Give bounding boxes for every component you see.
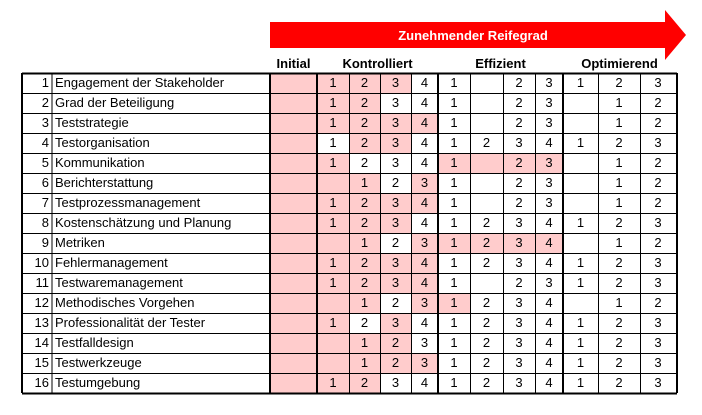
optimierend-level [563, 193, 598, 213]
effizient-level: 3 [545, 75, 553, 90]
kontrolliert-level: 3 [380, 113, 411, 133]
kontrolliert-level: 4 [420, 75, 429, 90]
kontrolliert-level: 2 [349, 253, 380, 273]
effizient-level: 3 [515, 335, 523, 350]
row-label: Testorganisation [55, 135, 150, 150]
effizient-level: 1 [438, 233, 470, 253]
optimierend-level: 3 [654, 215, 662, 230]
effizient-level [470, 113, 503, 133]
optimierend-level: 1 [615, 155, 623, 170]
header-effizient: Effizient [475, 56, 526, 71]
kontrolliert-level: 2 [349, 93, 380, 113]
optimierend-level: 1 [576, 315, 585, 330]
optimierend-level: 2 [654, 115, 662, 130]
effizient-level: 3 [545, 95, 553, 110]
optimierend-level: 2 [615, 335, 623, 350]
effizient-level: 3 [515, 315, 523, 330]
effizient-level: 1 [438, 153, 470, 173]
effizient-level: 1 [450, 95, 458, 110]
optimierend-level: 2 [615, 375, 623, 390]
kontrolliert-level [317, 173, 349, 193]
optimierend-level: 1 [576, 275, 585, 290]
kontrolliert-level: 2 [391, 175, 400, 190]
kontrolliert-level: 3 [380, 253, 411, 273]
optimierend-level: 3 [654, 315, 662, 330]
kontrolliert-level: 1 [317, 73, 349, 93]
kontrolliert-level: 1 [349, 353, 380, 373]
kontrolliert-level: 2 [360, 155, 369, 170]
kontrolliert-level: 1 [349, 333, 380, 353]
row-number: 12 [34, 295, 49, 310]
kontrolliert-level: 1 [317, 93, 349, 113]
kontrolliert-level: 1 [317, 213, 349, 233]
row-number: 10 [34, 255, 49, 270]
kontrolliert-level: 3 [380, 193, 411, 213]
optimierend-level: 1 [576, 255, 585, 270]
kontrolliert-level: 2 [360, 315, 369, 330]
effizient-level: 2 [515, 175, 523, 190]
effizient-level: 1 [450, 175, 458, 190]
effizient-level: 2 [482, 135, 491, 150]
kontrolliert-level: 2 [380, 353, 411, 373]
effizient-level: 4 [545, 355, 553, 370]
kontrolliert-level: 3 [420, 335, 429, 350]
row-number: 8 [41, 215, 49, 230]
kontrolliert-level: 4 [420, 155, 429, 170]
row-label: Berichterstattung [55, 175, 154, 190]
effizient-level: 4 [545, 335, 553, 350]
kontrolliert-level: 3 [380, 73, 411, 93]
kontrolliert-level: 1 [317, 273, 349, 293]
optimierend-level: 1 [615, 195, 623, 210]
effizient-level: 2 [482, 335, 491, 350]
effizient-level: 4 [535, 233, 563, 253]
effizient-level: 2 [515, 95, 523, 110]
kontrolliert-level: 3 [391, 95, 400, 110]
effizient-level: 4 [545, 375, 553, 390]
row-label: Testprozessmanagement [55, 195, 201, 210]
optimierend-level [563, 233, 598, 253]
effizient-level: 2 [515, 195, 523, 210]
effizient-level: 3 [515, 255, 523, 270]
kontrolliert-level: 1 [349, 173, 380, 193]
kontrolliert-level: 1 [317, 253, 349, 273]
kontrolliert-level: 1 [329, 135, 337, 150]
optimierend-level: 3 [654, 335, 662, 350]
optimierend-level: 2 [615, 255, 623, 270]
effizient-level [470, 93, 503, 113]
initial-column [270, 73, 317, 393]
row-number: 3 [41, 115, 49, 130]
effizient-level: 3 [545, 175, 553, 190]
row-number: 5 [41, 155, 49, 170]
effizient-level: 4 [545, 315, 553, 330]
kontrolliert-level: 2 [391, 235, 400, 250]
effizient-level: 1 [450, 135, 458, 150]
optimierend-level: 1 [576, 375, 585, 390]
row-number: 9 [41, 235, 49, 250]
effizient-level: 1 [450, 115, 458, 130]
kontrolliert-level: 3 [380, 313, 411, 333]
kontrolliert-level: 2 [349, 193, 380, 213]
kontrolliert-level: 2 [391, 295, 400, 310]
optimierend-level: 3 [654, 355, 662, 370]
maturity-arrow-label: Zunehmender Reifegrad [398, 28, 548, 43]
kontrolliert-level: 1 [349, 293, 380, 313]
effizient-level [470, 73, 503, 93]
effizient-level: 4 [545, 135, 553, 150]
effizient-level: 1 [450, 75, 458, 90]
header-optimierend: Optimierend [581, 56, 658, 71]
kontrolliert-level: 3 [411, 233, 438, 253]
row-label: Teststrategie [55, 115, 129, 130]
effizient-level: 2 [482, 375, 491, 390]
effizient-level [470, 273, 503, 293]
optimierend-level: 1 [615, 295, 623, 310]
optimierend-level [563, 293, 598, 313]
optimierend-level: 1 [576, 355, 585, 370]
effizient-level: 2 [482, 315, 491, 330]
kontrolliert-level: 4 [420, 375, 429, 390]
kontrolliert-level: 3 [380, 273, 411, 293]
row-label: Engagement der Stakeholder [55, 75, 225, 90]
optimierend-level: 1 [615, 235, 623, 250]
effizient-level: 3 [545, 275, 553, 290]
optimierend-level: 1 [615, 95, 623, 110]
optimierend-level: 1 [576, 335, 585, 350]
row-number: 4 [41, 135, 49, 150]
optimierend-level: 2 [615, 215, 623, 230]
kontrolliert-level: 4 [411, 113, 438, 133]
kontrolliert-level: 4 [411, 253, 438, 273]
effizient-level: 2 [470, 233, 503, 253]
kontrolliert-level: 4 [411, 273, 438, 293]
row-number: 7 [41, 195, 49, 210]
effizient-level: 3 [515, 355, 523, 370]
kontrolliert-level: 4 [420, 135, 429, 150]
optimierend-level: 1 [615, 115, 623, 130]
kontrolliert-level [317, 353, 349, 373]
effizient-level: 1 [450, 255, 458, 270]
kontrolliert-level: 1 [317, 113, 349, 133]
optimierend-level: 2 [615, 75, 623, 90]
row-number: 14 [34, 335, 49, 350]
row-label: Metriken [55, 235, 105, 250]
optimierend-level: 2 [615, 135, 623, 150]
kontrolliert-level [317, 293, 349, 313]
optimierend-level: 2 [654, 195, 662, 210]
optimierend-level [563, 153, 598, 173]
effizient-level: 1 [450, 375, 458, 390]
kontrolliert-level: 4 [420, 95, 429, 110]
header-initial: Initial [276, 56, 311, 71]
row-label: Testumgebung [55, 375, 141, 390]
kontrolliert-level: 1 [317, 193, 349, 213]
effizient-level: 2 [515, 275, 523, 290]
effizient-level: 4 [545, 215, 553, 230]
effizient-level: 2 [482, 295, 491, 310]
effizient-level: 1 [450, 355, 458, 370]
kontrolliert-level: 4 [420, 215, 429, 230]
effizient-level [470, 193, 503, 213]
kontrolliert-level: 3 [391, 375, 400, 390]
effizient-level: 1 [450, 195, 458, 210]
kontrolliert-level: 3 [411, 293, 438, 313]
kontrolliert-level: 3 [411, 173, 438, 193]
kontrolliert-level: 3 [380, 213, 411, 233]
optimierend-level [563, 93, 598, 113]
optimierend-level: 3 [654, 275, 662, 290]
row-label: Testwerkzeuge [55, 355, 142, 370]
optimierend-level: 1 [576, 215, 585, 230]
row-number: 15 [34, 355, 49, 370]
row-label: Fehlermanagement [55, 255, 168, 270]
effizient-level: 3 [515, 295, 523, 310]
optimierend-level: 2 [615, 275, 623, 290]
row-label: Grad der Beteiligung [55, 95, 175, 110]
kontrolliert-level: 2 [380, 333, 411, 353]
row-label: Methodisches Vorgehen [55, 295, 195, 310]
row-label: Professionalität der Tester [55, 315, 206, 330]
kontrolliert-level [317, 333, 349, 353]
kontrolliert-level: 1 [349, 233, 380, 253]
optimierend-level: 2 [615, 315, 623, 330]
effizient-level: 2 [482, 355, 491, 370]
optimierend-level: 3 [654, 135, 662, 150]
optimierend-level [563, 173, 598, 193]
effizient-level: 1 [450, 275, 458, 290]
optimierend-level: 2 [654, 95, 662, 110]
kontrolliert-level: 3 [391, 155, 400, 170]
effizient-level: 3 [535, 153, 563, 173]
kontrolliert-level: 1 [317, 313, 349, 333]
kontrolliert-level: 2 [349, 73, 380, 93]
effizient-level [470, 173, 503, 193]
row-number: 11 [35, 275, 49, 290]
kontrolliert-level: 1 [317, 373, 349, 393]
row-number: 16 [34, 375, 49, 390]
row-number: 13 [34, 315, 49, 330]
effizient-level: 3 [545, 115, 553, 130]
row-number: 1 [41, 75, 49, 90]
row-label: Kostenschätzung und Planung [55, 215, 232, 230]
kontrolliert-level: 2 [349, 113, 380, 133]
kontrolliert-level: 3 [411, 353, 438, 373]
kontrolliert-level: 2 [349, 213, 380, 233]
row-label: Kommunikation [55, 155, 145, 170]
effizient-level: 3 [515, 135, 523, 150]
kontrolliert-level: 1 [317, 153, 349, 173]
kontrolliert-level: 2 [349, 133, 380, 153]
effizient-level: 1 [450, 215, 458, 230]
kontrolliert-level: 4 [420, 315, 429, 330]
effizient-level: 3 [545, 195, 553, 210]
kontrolliert-level: 2 [349, 273, 380, 293]
effizient-level [470, 153, 503, 173]
optimierend-level: 1 [576, 75, 585, 90]
row-number: 2 [41, 95, 49, 110]
effizient-level: 2 [482, 215, 491, 230]
optimierend-level: 1 [615, 175, 623, 190]
row-label: Testwaremanagement [55, 275, 183, 290]
effizient-level: 2 [515, 115, 523, 130]
effizient-level: 4 [545, 295, 553, 310]
effizient-level: 3 [515, 375, 523, 390]
header-kontrolliert: Kontrolliert [342, 56, 413, 71]
optimierend-level: 3 [654, 375, 662, 390]
optimierend-level: 2 [654, 295, 662, 310]
effizient-level: 1 [438, 293, 470, 313]
kontrolliert-level [317, 233, 349, 253]
optimierend-level [563, 113, 598, 133]
optimierend-level: 2 [654, 175, 662, 190]
row-number: 6 [41, 175, 49, 190]
effizient-level: 2 [482, 255, 491, 270]
effizient-level: 3 [503, 233, 535, 253]
optimierend-level: 2 [615, 355, 623, 370]
kontrolliert-level: 2 [349, 373, 380, 393]
effizient-level: 4 [545, 255, 553, 270]
kontrolliert-level: 3 [380, 133, 411, 153]
effizient-level: 2 [503, 153, 535, 173]
optimierend-level: 2 [654, 155, 662, 170]
effizient-level: 1 [450, 315, 458, 330]
optimierend-level: 2 [654, 235, 662, 250]
effizient-level: 1 [450, 335, 458, 350]
effizient-level: 2 [515, 75, 523, 90]
kontrolliert-level: 4 [411, 193, 438, 213]
optimierend-level: 1 [576, 135, 585, 150]
row-label: Testfalldesign [55, 335, 134, 350]
optimierend-level: 3 [654, 255, 662, 270]
effizient-level: 3 [515, 215, 523, 230]
optimierend-level: 3 [654, 75, 662, 90]
